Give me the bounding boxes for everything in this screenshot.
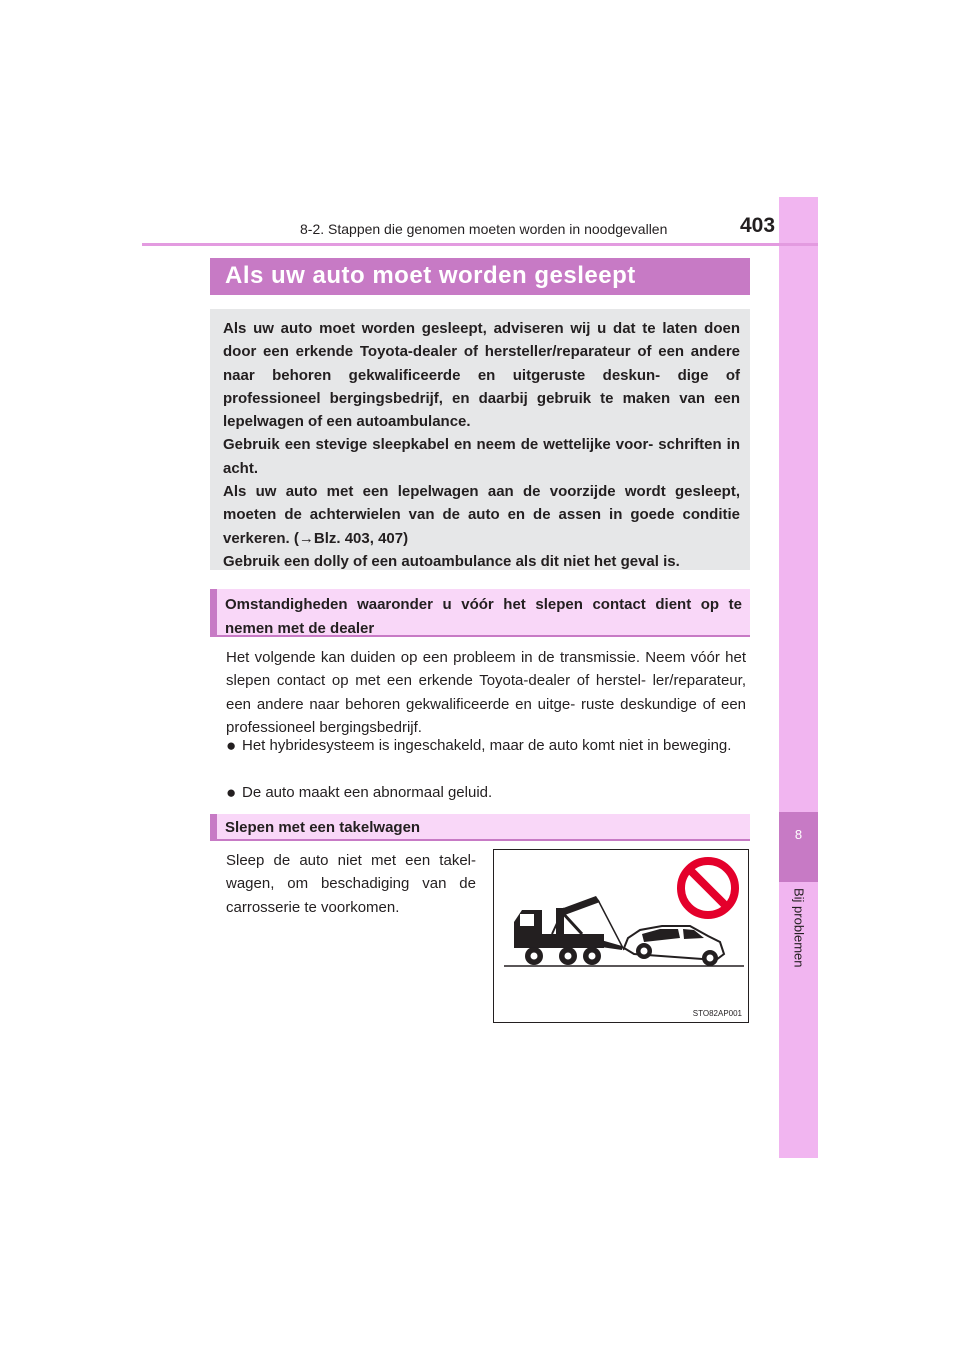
list-item-text: Het hybridesysteem is ingeschakeld, maar de auto komt niet in beweging. xyxy=(242,737,732,754)
section-heading-tow-truck xyxy=(210,814,750,841)
intro-paragraph: Als uw auto moet worden gesleept, adviseren wij u dat te laten doen door een erkende Toyota-dealer of hersteller/reparateur of een andere naar behoren gekwalificeerde en uitgeruste deskun- dige of professioneel bergingsbedrijf, en daarbij gebruik te maken van een lepelwagen of een autoambulance. xyxy=(223,320,740,431)
title-bar xyxy=(210,258,750,295)
section-heading-dealer xyxy=(210,589,750,637)
intro-paragraph: Gebruik een stevige sleepkabel en neem de wettelijke voor- schriften in acht. xyxy=(223,436,740,477)
intro-paragraph: Als uw auto met een lepelwagen aan de voorzijde wordt gesleept, moeten de achterwielen van de auto en de assen in goede conditie verkeren. (→Blz. 403, 407) xyxy=(223,483,740,547)
intro-box xyxy=(210,309,750,570)
section-heading-text: Slepen met een takelwagen xyxy=(225,819,421,836)
figure-code: STO82AP001 xyxy=(692,1009,742,1018)
page-title: Als uw auto moet worden gesleept xyxy=(225,262,636,289)
section1-body: Het volgende kan duiden op een probleem in de transmissie. Neem vóór het slepen contact op met een erkende Toyota-dealer of herstel- ler/reparateur, een andere naar behoren gekwalificeerde en uitge- ruste deskundige of een professioneel bergingsbedrijf. xyxy=(226,649,746,736)
chapter-number: 8 xyxy=(794,827,803,842)
list-item-text: De auto maakt een abnormaal geluid. xyxy=(242,784,493,801)
bullet-icon: ● xyxy=(226,783,237,802)
intro-paragraph: Gebruik een dolly of een autoambulance als dit niet het geval is. xyxy=(223,552,680,570)
chapter-tab[interactable] xyxy=(779,812,818,882)
tow-truck-figure xyxy=(493,849,749,1023)
bullet-icon: ● xyxy=(226,736,237,755)
chapter-label: Bij problemen xyxy=(791,888,807,968)
header-rule xyxy=(142,243,818,246)
tow-truck-illustration xyxy=(494,850,748,1022)
list-item xyxy=(226,781,746,804)
prohibition-icon xyxy=(681,861,735,915)
side-tab-strip xyxy=(779,197,818,1158)
list-item xyxy=(226,734,746,757)
page-number: 403 xyxy=(740,214,776,237)
section2-body: Sleep de auto niet met een takel- wagen, om beschadiging van de carrosserie te voorkomen. xyxy=(226,852,476,916)
intro-text xyxy=(223,317,740,573)
section-heading-text: Omstandigheden waaronder u vóór het slepen contact dient op te nemen met de dealer xyxy=(225,596,742,637)
section-header: 8-2. Stappen die genomen moeten worden in noodgevallen xyxy=(300,221,668,237)
